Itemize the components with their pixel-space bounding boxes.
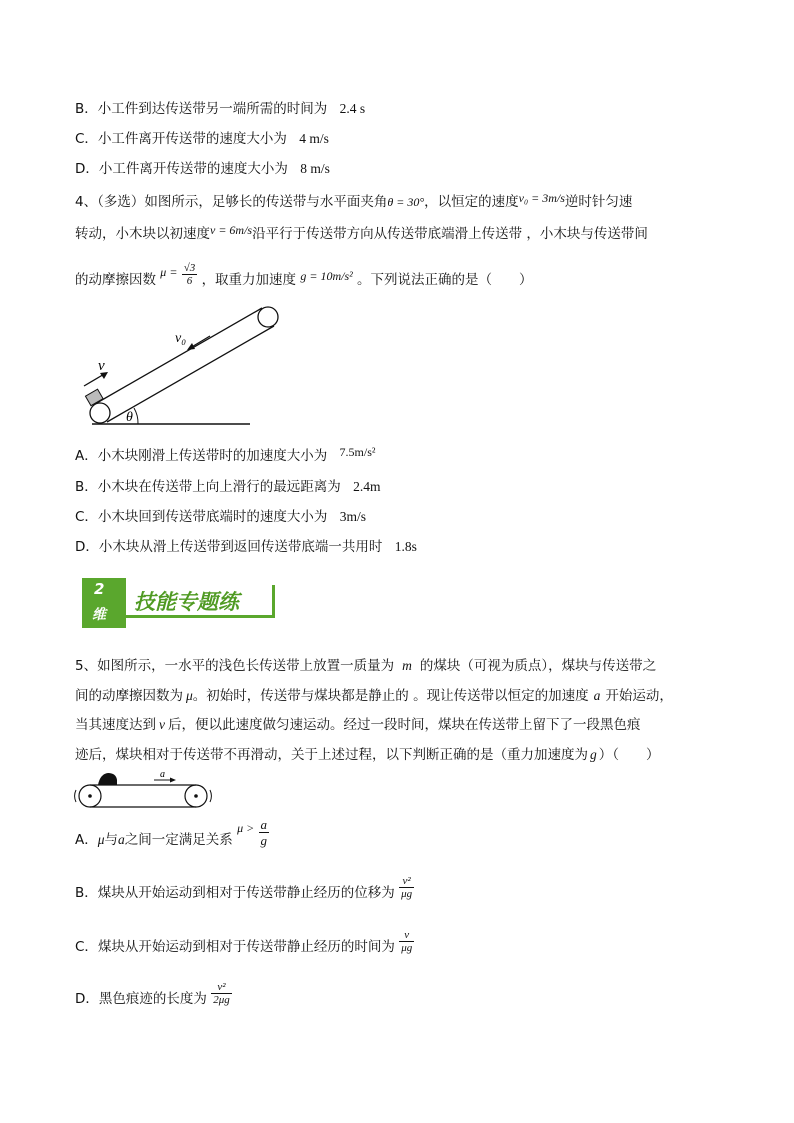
section-badge-char: 维 xyxy=(92,607,106,623)
q4-option-b: B．小木块在传送带上向上滑行的最远距离为 2.4m xyxy=(75,479,381,495)
q3-option-c: C．小工件离开传送带的速度大小为 4 m/s xyxy=(75,131,329,147)
q3-option-d: D．小工件离开传送带的速度大小为 8 m/s xyxy=(75,161,330,177)
q4-option-c: C．小木块回到传送带底端时的速度大小为 3m/s xyxy=(75,509,366,525)
q5-stem-line4: 迹后，煤块相对于传送带不再滑动，关于上述过程，以下判断正确的是（重力加速度为 g ）（ ） xyxy=(75,747,660,763)
q5-option-d: D．黑色痕迹的长度为 $\frac{\text{v²}}{2\mu g}$ xyxy=(75,980,230,1007)
q5-option-c: C．煤块从开始运动到相对于传送带静止经历的时间为 $\frac{v}{\mu g}$ xyxy=(75,928,413,955)
q5-stem-line1: 5、如图所示，一水平的浅色长传送带上放置一质量为 m 的煤块（可视为质点），煤块与传送带之 xyxy=(75,658,657,674)
q3-option-b: B．小工件到达传送带另一端所需的时间为 2.4 s xyxy=(75,101,366,117)
bottom-pulley xyxy=(90,403,110,423)
mu-fraction: $\frac{√3}{6}$ xyxy=(183,261,196,287)
q5-stem-line2: 间的动摩擦因数为 μ。初始时，传送带与煤块都是静止的 。现让传送带以恒定的加速度 a 开始运动， xyxy=(75,688,673,704)
a-label: a xyxy=(160,769,165,780)
belt-top-edge xyxy=(95,308,262,404)
v0-label: v₀ xyxy=(175,331,187,346)
v-label: v xyxy=(98,358,105,374)
q4-option-d: D．小木块从滑上传送带到返回传送带底端一共用时 1.8s xyxy=(75,539,417,555)
theta-label: θ xyxy=(126,410,133,425)
top-pulley xyxy=(258,307,278,327)
section-title: 技能专题练 xyxy=(134,590,239,614)
coal-block xyxy=(98,773,117,785)
q4-stem-line3: 的动摩擦因数 μ = $\frac{√3}{6}$ ，取重力加速度 g = 10m/s² 。下列说法正确的是（ ） xyxy=(75,261,533,288)
q5-stem-line3: 当其速度达到 v 后，便以此速度做匀速运动。经过一段时间，煤块在传送带上留下了一段黑色痕 xyxy=(75,717,641,733)
section-badge-number: 2 xyxy=(94,580,105,598)
q5-option-a: A．μ与a之间一定满足关系 μ > $\frac{a}{g}$ xyxy=(75,816,267,848)
q4-stem-line2: 转动，小木块以初速度v = 6m/s沿平行于传送带方向从传送带底端滑上传送带 ，小木块与传送带间 xyxy=(75,223,648,242)
q5-conveyor-figure xyxy=(70,768,220,810)
theta-arc xyxy=(134,408,138,424)
q4-incline-figure xyxy=(80,300,290,430)
belt-bottom-edge xyxy=(107,326,274,422)
q4-option-a: A．小木块刚滑上传送带时的加速度大小为 7.5m/s² xyxy=(75,445,376,464)
q5-option-b: B．煤块从开始运动到相对于传送带静止经历的位移为 $\frac{\text{v²}}{\mu g}$ xyxy=(75,874,413,901)
q4-stem-line1: 4、（多选）如图所示，足够长的传送带与水平面夹角θ = 30°，以恒定的速度v₀ = 3m/s逆时针匀速 xyxy=(75,191,633,210)
